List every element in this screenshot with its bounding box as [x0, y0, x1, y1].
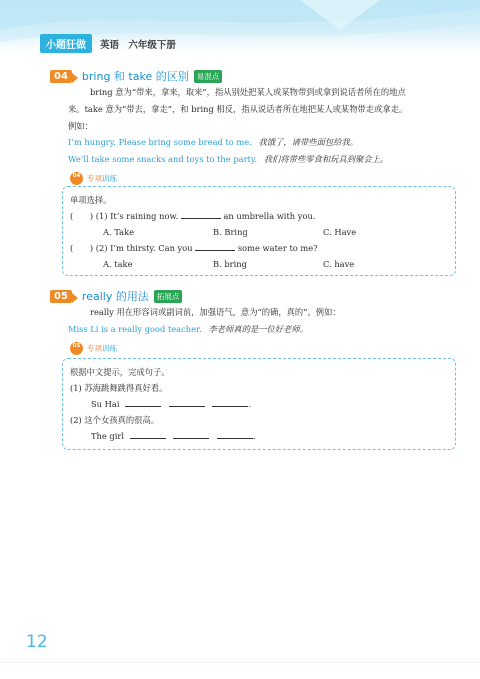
section-number: 05: [50, 290, 72, 303]
option-c[interactable]: C. Have: [323, 227, 357, 237]
section-04-explanation: [68, 84, 438, 135]
section-badge: 拓展点: [154, 290, 183, 303]
answer-paren[interactable]: ( ): [70, 243, 94, 253]
drill-instruction: 单项选择。: [70, 195, 112, 205]
drill-number: 05: [70, 342, 83, 355]
example-sentence: [68, 134, 358, 151]
example-chinese: 我们将带些零食和玩具到聚会上。: [263, 154, 389, 164]
example-english: We’ll take some snacks and toys to the party.: [68, 154, 258, 164]
example-chinese: 李老师真的是一位好老师。: [208, 324, 308, 334]
drill-04-tag: [70, 172, 117, 185]
explanation-line: 例如：: [68, 121, 93, 131]
bottom-divider: [0, 662, 480, 663]
grade-label: 六年级下册: [128, 39, 176, 51]
section-number: 04: [50, 70, 72, 83]
drill-05-box: [62, 358, 456, 450]
drill-04-box: [62, 186, 456, 276]
example-sentence: [68, 321, 308, 338]
example-chinese: 我饿了，请带些面包给我。: [258, 137, 359, 147]
drill-instruction: 根据中文提示，完成句子。: [70, 367, 170, 377]
answer-blank[interactable]: [195, 242, 235, 251]
drill-label: 专项训练: [87, 344, 117, 353]
page-header: [40, 34, 176, 53]
example-english: Miss Li is a really good teacher.: [68, 324, 202, 334]
example-english: I’m hungry. Please bring some bread to me.: [68, 137, 252, 147]
section-title: really 的用法: [81, 290, 149, 303]
example-sentence: [68, 151, 388, 168]
answer-blank[interactable]: [212, 398, 248, 407]
section-05-heading: [50, 288, 182, 304]
subject-label: 英语: [100, 39, 120, 51]
drill-05-tag: [70, 342, 117, 355]
option-a[interactable]: A. take: [103, 259, 133, 269]
drill-number: 04: [70, 172, 83, 185]
question-2-answer-line: The girl .: [91, 431, 256, 441]
section-05-explanation: really 用在形容词或副词前，加强语气，意为“的确，真的”。例如：: [90, 307, 341, 317]
book-info: [100, 37, 176, 51]
option-c[interactable]: C. have: [323, 259, 355, 269]
question-2-prompt: (2) 这个女孩真的很高。: [70, 415, 160, 425]
answer-blank[interactable]: [130, 430, 166, 439]
section-title: bring 和 take 的区别: [81, 70, 189, 83]
explanation-line: 来。take 意为“带去，拿走”，和 bring 相反，指从说话者所在地把某人或某物带走或拿走。: [68, 104, 408, 114]
answer-blank[interactable]: [217, 430, 253, 439]
answer-blank[interactable]: [125, 398, 161, 407]
answer-blank[interactable]: [173, 430, 209, 439]
option-b[interactable]: B. Bring: [213, 227, 248, 237]
section-badge: 易混点: [194, 70, 223, 83]
question-2: ( ) (2) I’m thirsty. Can you some water to me?: [70, 243, 318, 253]
drill-label: 专项训练: [87, 174, 117, 183]
brand-tag: 小题狂做: [40, 34, 92, 53]
option-b[interactable]: B. bring: [213, 259, 247, 269]
question-1-prompt: (1) 苏海跳舞跳得真好看。: [70, 383, 168, 393]
answer-blank[interactable]: [181, 210, 221, 219]
page-number: 12: [26, 632, 48, 652]
section-04-heading: [50, 68, 222, 84]
explanation-line: bring 意为“带来，拿来，取来”，指从别处把某人或某物带到或拿到说话者所在的地点: [90, 87, 406, 97]
answer-blank[interactable]: [169, 398, 205, 407]
question-1: ( ) (1) It’s raining now. an umbrella with you.: [70, 211, 316, 221]
answer-paren[interactable]: ( ): [70, 211, 94, 221]
option-a[interactable]: A. Take: [103, 227, 135, 237]
question-1-answer-line: Su Hai .: [91, 399, 252, 409]
